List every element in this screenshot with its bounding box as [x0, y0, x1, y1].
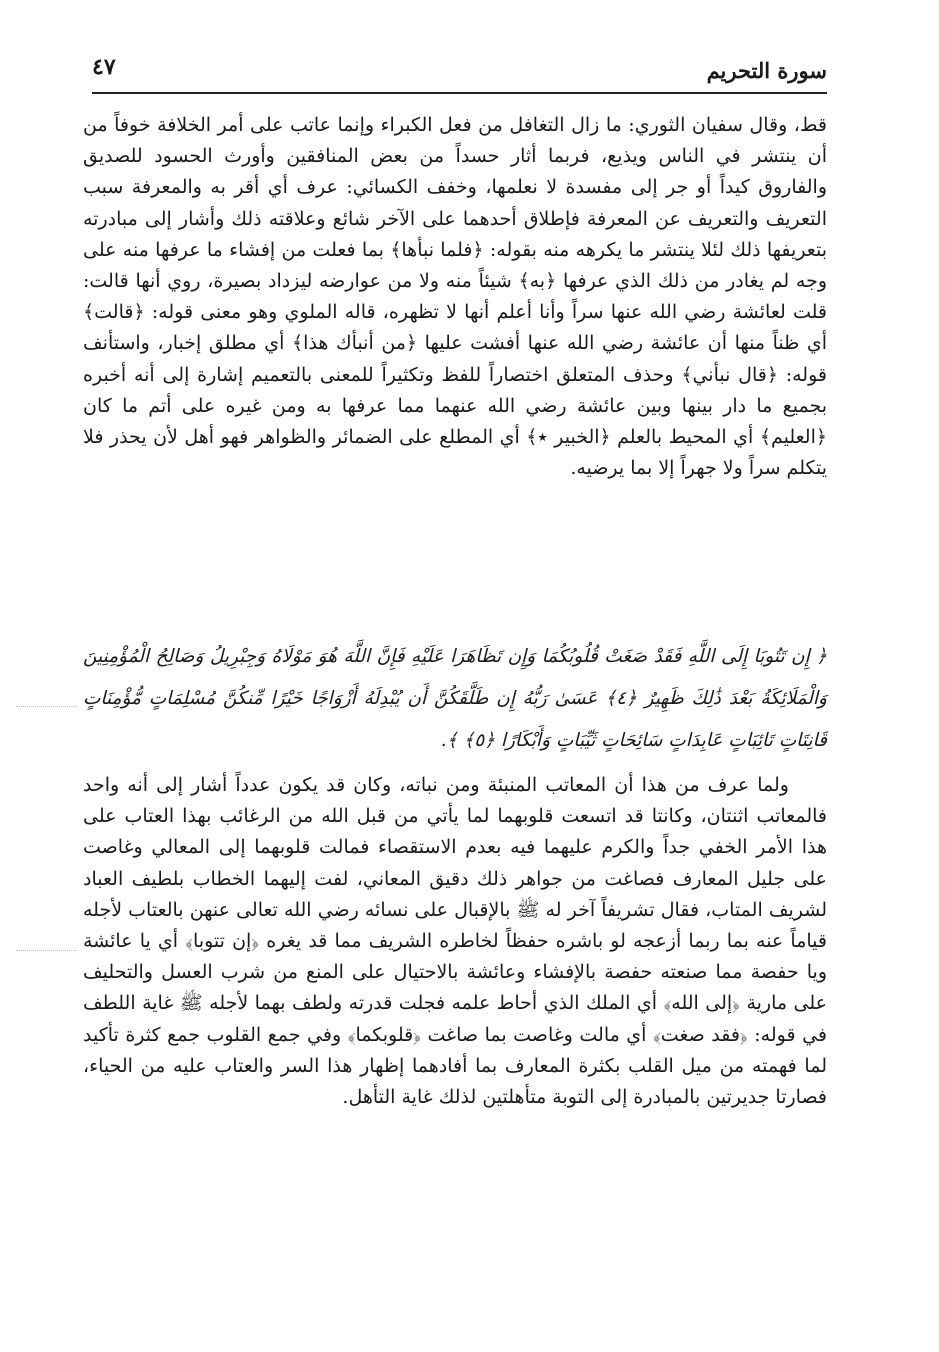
scan-margin-mark — [16, 706, 76, 707]
commentary-block-2 — [83, 770, 827, 1113]
commentary-paragraph-2: ولما عرف من هذا أن المعاتب المنبئة ومن نباته، وكان قد يكون عدداً أشار إلى أنه واحد فالمعاتب اثنتان، وكانتا قد اتسعت قلوبهما لما يأتي من قبل الله من الرغائب بهذا العتاب على هذا الأمر الخفي جداً والكرم عليهما فيه بعدم الاستقصاء فمالت قلوبهما إلى المعالي وغاصت على جليل المعارف فصاغت من جواهر ذلك دقيق المعاني، لفت إليهما الخطاب بلطيف العباد لشريف المتاب، فقال تشريفاً آخر له ﷺ بالإقبال على نسائه رضي الله تعالى عنهن بالعتاب لأجله قياماً عنه بما ربما أزعجه لو باشره حفظاً لخاطره الشريف مما قد يغره ﴿إن تتوبا﴾ أي يا عائشة ويا حفصة مما صنعته حفصة بالإفشاء وعائشة بالاحتيال على المنع من شرب العسل والتحليف على مارية ﴿إلى الله﴾ أي الملك الذي أحاط علمه فجلت قدرته ولطف بهما لأجله ﷺ غاية اللطف في قوله: ﴿فقد صغت﴾ أي مالت وغاصت بما صاغت ﴿قلوبكما﴾ وفي جمع القلوب جمع كثرة تأكيد لما فهمته من ميل القلب بكثرة المعارف بما أفادهما إظهار هذا السر والعتاب عليه من الحياء، فصارتا جديرتين بالمبادرة إلى التوبة متأهلتين لذلك غاية التأهل. — [83, 774, 827, 1109]
commentary-block-1 — [83, 110, 827, 484]
header-divider — [92, 92, 827, 94]
quran-verse-block — [83, 636, 827, 762]
page-number: ٤٧ — [92, 54, 116, 80]
quran-verse-text: ﴿ إِن تَتُوبَا إِلَى اللَّهِ فَقَدْ صَغَتْ قُلُوبُكُمَا وَإِن تَظَاهَرَا عَلَيْهِ فَإِنَّ اللَّهَ هُوَ مَوْلَاهُ وَجِبْرِيلُ وَصَالِحُ الْمُؤْمِنِينَ وَالْمَلَائِكَةُ بَعْدَ ذَٰلِكَ ظَهِيرٌ ﴿٤﴾ عَسَىٰ رَبُّهُ إِن طَلَّقَكُنَّ أَن يُبْدِلَهُ أَزْوَاجًا خَيْرًا مِّنكُنَّ مُسْلِمَاتٍ مُّؤْمِنَاتٍ قَانِتَاتٍ تَائِبَاتٍ عَابِدَاتٍ سَائِحَاتٍ ثَيِّبَاتٍ وَأَبْكَارًا ﴿٥﴾ ﴾. — [83, 646, 827, 751]
commentary-paragraph-1: قط، وقال سفيان الثوري: ما زال التغافل من فعل الكبراء وإنما عاتب على أمر الخلافة خوفاً من أن ينتشر في الناس ويذيع، فربما أثار حسداً من بعض المنافقين وأورث الحسود للصديق والفاروق كيداً أو جر إلى مفسدة لا نعلمها، وخفف الكسائي: عرف أي أقر به والمعرفة سبب التعريف والتعريف عن المعرفة فإطلاق أحدهما على الآخر شائع وعلاقته ذلك وأشار إلى مبادرته بتعريفها ذلك لئلا ينتشر ما يكرهه منه بقوله: ﴿فلما نبأها﴾ بما فعلت من إفشاء ما عرفها منه على وجه لم يغادر من ذلك الذي عرفها ﴿به﴾ شيئاً منه ولا من عوارضه ليزداد بصيرة، روي أنها قالت: قلت لعائشة رضي الله عنها سراً وأنا أعلم أنها لا تظهره، قاله الملوي وهو معنى قوله: ﴿قالت﴾ أي ظناً منها أن عائشة رضي الله عنها أفشت عليها ﴿من أنبأك هذا﴾ أي مطلق إخبار، واستأنف قوله: ﴿قال نبأني﴾ وحذف المتعلق اختصاراً للفظ وتكثيراً للمعنى بالتعميم إشارة إلى أنه أخبره بجميع ما دار بينها وبين عائشة رضي الله عنهما مما عرفها به ومن غيره على أتم ما كان ﴿العليم﴾ أي المحيط بالعلم ﴿الخبير ٭﴾ أي المطلع على الضمائر والظواهر فهو أهل لأن يحذر فلا يتكلم سراً ولا جهراً إلا بما يرضيه. — [83, 114, 827, 480]
running-title: سورة التحريم — [706, 58, 827, 83]
page-header — [92, 52, 827, 94]
scan-margin-mark — [16, 950, 76, 951]
